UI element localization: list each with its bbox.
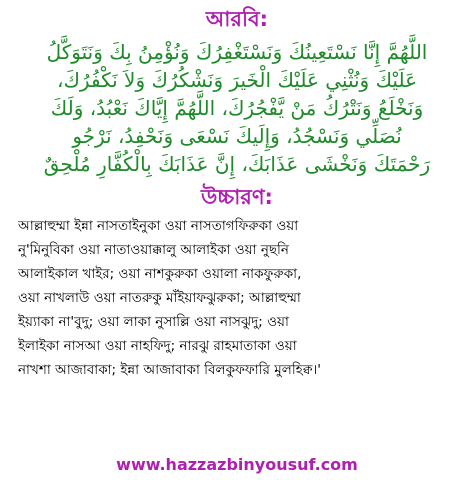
- arabic-dua-text: [0, 38, 474, 178]
- pronunciation-line: নু'মিনুবিকা ওয়া নাতাওয়াক্কালু আলাইকা ওয়া নুছনি: [18, 242, 289, 258]
- website-link[interactable]: www.hazzazbinyousuf.com: [116, 455, 358, 474]
- arabic-line: رَحْمَتَكَ وَنَخْشَى عَذَابَكَ، إِنَّ عَذَابَكَ بِالْكُفَّارِ مُلْحِقٌ: [43, 152, 431, 176]
- pronunciation-text: [0, 214, 474, 382]
- arabic-line: عَلَيْكَ وَنُثْنِي عَلَيْكَ الْخَيرَ وَنَشْكُرُكَ وَلاَ نَكْفُرُكَ،: [56, 68, 418, 92]
- page: [0, 6, 474, 474]
- pronunciation-heading: উচ্চারণ:: [201, 185, 273, 209]
- pronunciation-line: ইলাইকা নাসআ ওয়া নাহফিদু; নারঝু রাহমাতাকা ওয়া: [18, 338, 297, 354]
- arabic-heading: আরবি:: [205, 7, 269, 31]
- pronunciation-line: আলাইকাল খাইর; ওয়া নাশকুরুকা ওয়ালা নাকফুরুকা,: [18, 266, 302, 282]
- pronunciation-line: আল্লাহুম্মা ইন্না নাসতাইনুকা ওয়া নাসতাগফিরুকা ওয়া: [18, 218, 299, 234]
- pronunciation-line: ইয়্যাকা না'বুদু; ওয়া লাকা নুসাল্লি ওয়া নাসঝুদু; ওয়া: [18, 314, 289, 330]
- pronunciation-line: নাখশা আজাবাকা; ইন্না আজাবাকা বিলকুফফারি মুলহিক্ব।': [18, 362, 321, 378]
- arabic-line: وَنَخْلَعُ وَنَتْرُكُ مَنْ يَّفْجُرُكَ، اللَّهُمَّ إِيَّاكَ نَعْبُدُ، وَلَكَ: [50, 96, 424, 120]
- arabic-line: نُصَلِّي وَنَسْجُدُ، وَإِلَيكَ نَسْعَى وَنَحْفِدُ، نَرْجُو: [72, 124, 402, 148]
- arabic-line: اللَّهُمَّ إِنَّا نَسْتَعِينُكَ وَنَسْتَغْفِرُكَ وَنُؤْمِنُ بِكَ وَنَتَوَكَّلُ: [46, 40, 428, 64]
- pronunciation-line: ওয়া নাখলাউ ওয়া নাতরুকু মাঁইয়াফঝুরুকা; আল্লাহুম্মা: [18, 290, 301, 306]
